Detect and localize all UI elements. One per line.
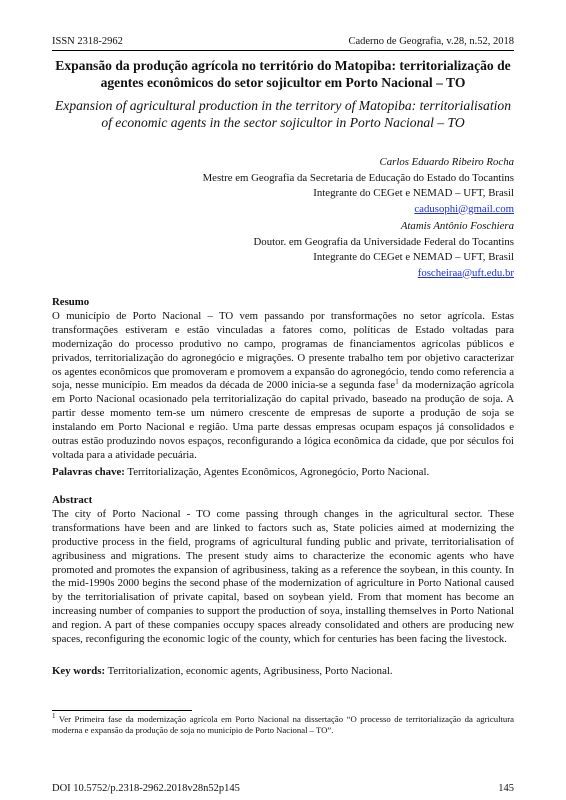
author-name: Atamis Antônio Foschiera — [400, 220, 514, 232]
footnote: $^1$ Ver Primeira fase da modernização agrícola em Porto Nacional na dissertação “O processo de territorialização da agricultura moderna e expansão da produção de soja no município de Porto Nacional – TO”. — [52, 712, 514, 735]
abstract-heading: Abstract — [52, 494, 93, 506]
author-affiliation: Doutor. em Geografia da Universidade Federal do Tocantins — [253, 235, 514, 248]
author-affiliation: Mestre em Geografia da Secretaria de Educação do Estado do Tocantins — [202, 171, 514, 184]
resumo-body: O município de Porto Nacional – TO vem passando por transformações no setor agrícola. Estas transformações estiveram e estão vinculadas a fatores como, políticas de Estado voltadas para modernização do processo produtivo no campo, programas de financiamentos agrícolas públicos e privados, territorialização do agronegócio e migrações. O presente trabalho tem por objetivo caracterizar os agentes econômicos que promoveram e promovem a expansão do agronegócio, tendo como referencia a soja, nesse município. Em meados da década de 2000 inicia-se a segunda fase$^1$ da modernização agrícola em Porto Nacional ocasionado pela territorialização do capital privado, baseado na produção de soja. A partir desse momento tem-se um número crescente de empresas de suporte a produção de soja se instalando em Porto Nacional e região. Uma parte dessas empresas ocupam espaços já consolidados e outras estão produzindo novos espaços, reconfigurando a lógica econômica da cidade, que por séculos foi voltada para a atividade pecuária. — [52, 309, 515, 461]
author-block-2 — [154, 219, 514, 281]
author-affiliation: Integrante do CEGet e NEMAD – UFT, Brasil — [313, 187, 514, 199]
page-number: 145 — [498, 783, 514, 794]
author-name: Carlos Eduardo Ribeiro Rocha — [379, 156, 514, 168]
palavras-chave: Palavras chave: Territorialização, Agentes Econômicos, Agronegócio, Porto Nacional. — [52, 466, 430, 478]
issn-label: ISSN 2318-2962 — [52, 36, 123, 47]
author-affiliation: Integrante do CEGet e NEMAD – UFT, Brasil — [313, 251, 514, 263]
footnote-rule — [52, 710, 192, 711]
header-rule — [52, 50, 514, 51]
title-english: Expansion of agricultural production in the territory of Matopiba: territorialisation of economic agents in the sector sojicultor in Porto Nacional – TO — [54, 98, 511, 130]
resumo-heading: Resumo — [52, 296, 90, 308]
title-portuguese: Expansão da produção agrícola no território do Matopiba: territorialização de agentes econômicos do setor sojicultor em Porto Nacional – TO — [55, 58, 511, 90]
author-email-link[interactable]: cadusophi@gmail.com — [414, 202, 514, 215]
footnote-ref[interactable]: 1 — [395, 377, 399, 386]
author-block-1 — [154, 155, 514, 217]
author-email-link[interactable]: foscheiraa@uft.edu.br — [417, 266, 514, 279]
journal-citation: Caderno de Geografia, v.28, n.52, 2018 — [348, 36, 514, 47]
doi-label: DOI 10.5752/p.2318-2962.2018v28n52p145 — [52, 783, 240, 794]
key-words: Key words: Territorialization, economic agents, Agribusiness, Porto Nacional. — [52, 665, 393, 677]
abstract-body: The city of Porto Nacional - TO come passing through changes in the agricultural sector. These transformations have been and are linked to factors such as, State policies aimed at modernizing the productive process in the field, programs of agricultural funding public and private, territorialisation of agribusiness and migrations. The present study aims to characterize the economic agents who have promoted and promotes the expansion of agribusiness, taking as a reference the soybean, in this county. In the mid-1990s 2000 begins the second phase of the modernization of agriculture in Porto National caused by the territorialisation of private capital, based on soybean yield. From that moment has become an increasing number of companies to support the production of soya, installing themselves in Porto National and region. A part of these companies occupy spaces already consolidated and others are producing new spaces, reconfiguring the economic logic of the county, which for centuries has been facing the livestock. — [52, 507, 514, 646]
resumo-section — [52, 296, 514, 463]
abstract-section — [52, 494, 514, 647]
